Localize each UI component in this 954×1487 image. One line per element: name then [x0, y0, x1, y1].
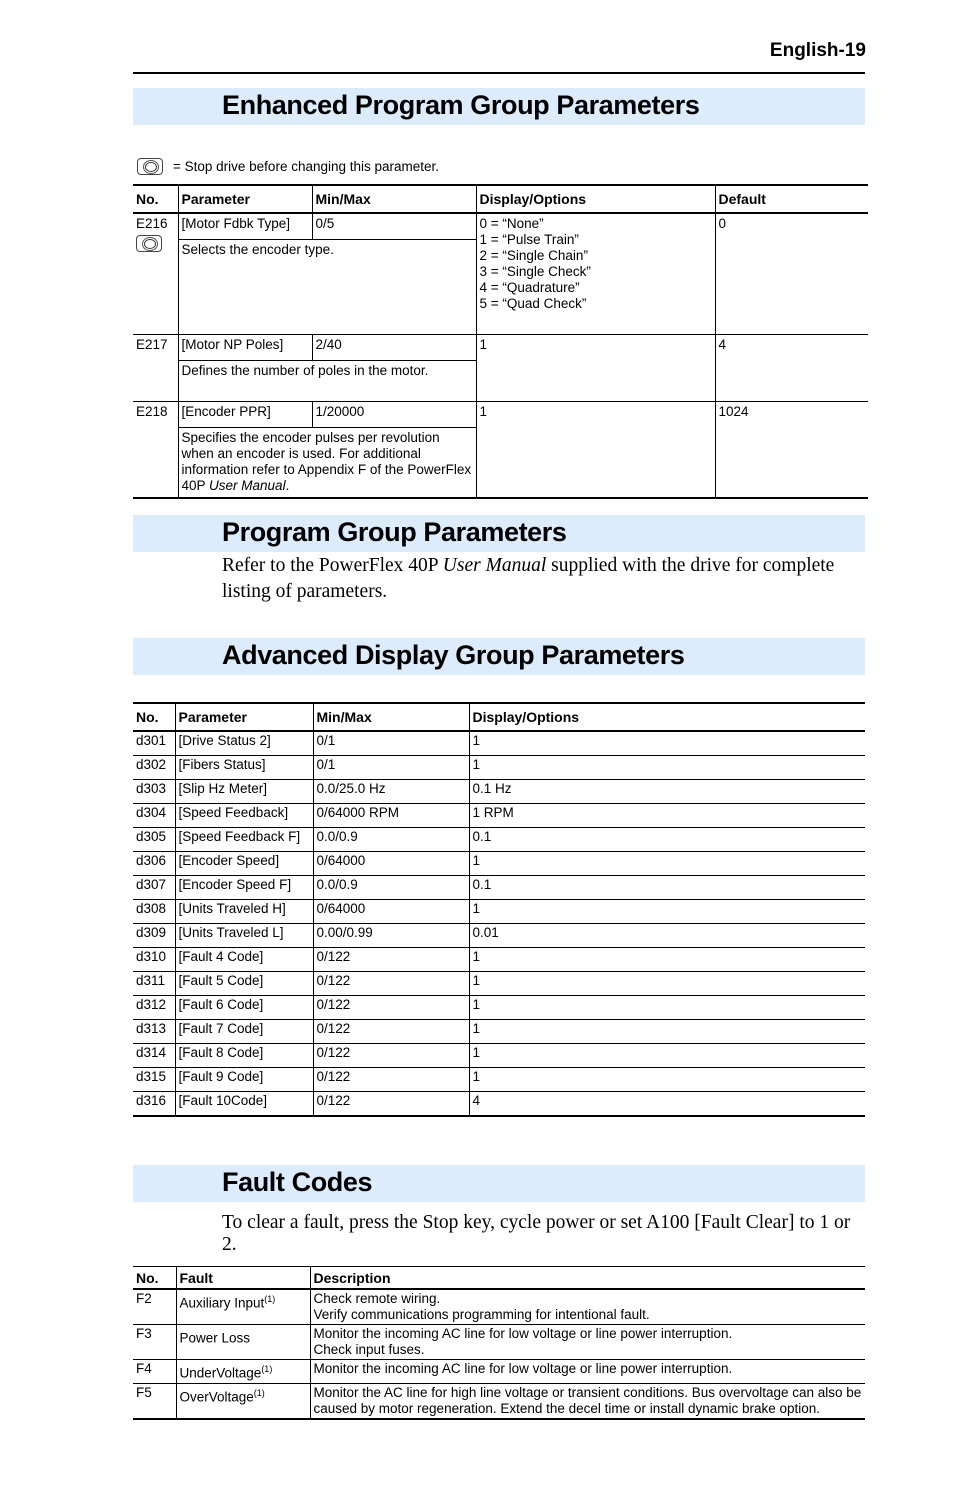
param-name: [Fault 8 Code] [175, 1044, 313, 1068]
option-item: 0 = “None” [479, 216, 544, 231]
table-row [133, 948, 865, 972]
param-minmax: 0/122 [313, 1020, 469, 1044]
param-no: d312 [133, 996, 175, 1020]
table-header-row [133, 1267, 865, 1290]
param-minmax: 0/122 [313, 1068, 469, 1092]
fault-codes-table [133, 1266, 865, 1420]
param-no: d306 [133, 852, 175, 876]
param-no: d307 [133, 876, 175, 900]
param-no: d310 [133, 948, 175, 972]
param-minmax: 0/122 [313, 1092, 469, 1117]
description-line: Monitor the incoming AC line for low voltage or line power interruption. [313, 1361, 733, 1376]
param-name: [Speed Feedback F] [175, 828, 313, 852]
param-minmax: 1/20000 [312, 402, 476, 428]
param-default: 0 [715, 213, 868, 335]
param-options: 1 [469, 731, 865, 756]
param-options: 1 [469, 756, 865, 780]
advanced-params-table [133, 702, 865, 1117]
param-minmax: 0/64000 [313, 852, 469, 876]
param-name: [Fault 9 Code] [175, 1068, 313, 1092]
param-no: d314 [133, 1044, 175, 1068]
table-row [133, 804, 865, 828]
fault-no: F2 [133, 1289, 176, 1325]
param-minmax: 0/1 [313, 731, 469, 756]
col-header-description: Description [310, 1267, 865, 1290]
table-row [133, 1325, 865, 1360]
param-name: [Motor Fdbk Type] [178, 213, 312, 240]
param-name: [Fault 7 Code] [175, 1020, 313, 1044]
param-no: d301 [133, 731, 175, 756]
footnote-marker: (1) [261, 1364, 273, 1374]
param-no: d309 [133, 924, 175, 948]
col-header-minmax: Min/Max [312, 185, 476, 213]
param-minmax: 0.0/0.9 [313, 876, 469, 900]
param-no: d302 [133, 756, 175, 780]
table-row [133, 756, 865, 780]
fault-no: F3 [133, 1325, 176, 1360]
table-row [133, 1383, 865, 1419]
col-header-fault: Fault [176, 1267, 310, 1290]
param-options: 1 [469, 996, 865, 1020]
table-row [133, 1068, 865, 1092]
fault-name-cell [176, 1325, 310, 1360]
table-row [133, 876, 865, 900]
fault-name: OverVoltage [179, 1389, 254, 1404]
param-name: [Fibers Status] [175, 756, 313, 780]
table-row [133, 1289, 865, 1325]
param-options: 1 [476, 335, 715, 402]
section-title-advanced: Advanced Display Group Parameters [222, 640, 685, 670]
param-description: Selects the encoder type. [178, 240, 476, 335]
table-row [133, 972, 865, 996]
fault-name-cell [176, 1289, 310, 1325]
table-row [133, 731, 865, 756]
fault-no: F4 [133, 1360, 176, 1384]
fault-name: Power Loss [179, 1330, 251, 1346]
table-header-row [133, 185, 868, 213]
param-no: d316 [133, 1092, 175, 1117]
param-options: 1 [469, 1020, 865, 1044]
param-default: 1024 [715, 402, 868, 499]
stop-legend-text: = Stop drive before changing this parameter. [173, 159, 440, 174]
stop-drive-icon [136, 235, 162, 252]
param-name: [Slip Hz Meter] [175, 780, 313, 804]
table-row [133, 996, 865, 1020]
param-no: d304 [133, 804, 175, 828]
stop-legend [137, 158, 439, 175]
param-minmax: 0/122 [313, 996, 469, 1020]
section-title-enhanced: Enhanced Program Group Parameters [222, 90, 700, 120]
param-no: d303 [133, 780, 175, 804]
param-name: [Units Traveled H] [175, 900, 313, 924]
col-header-parameter: Parameter [178, 185, 312, 213]
section-band-faults [133, 1165, 865, 1202]
param-description: Defines the number of poles in the motor. [178, 361, 476, 402]
section-band-enhanced [133, 88, 865, 125]
section-title-faults: Fault Codes [222, 1167, 373, 1197]
param-options: 1 [469, 948, 865, 972]
table-row [133, 402, 868, 428]
fault-intro-paragraph: To clear a fault, press the Stop key, cycle power or set A100 [Fault Clear] to 1 or 2. [222, 1212, 851, 1255]
fault-name-cell [176, 1383, 310, 1419]
param-no: d305 [133, 828, 175, 852]
param-name: [Fault 10Code] [175, 1092, 313, 1117]
param-options: 1 [476, 402, 715, 499]
param-no: d311 [133, 972, 175, 996]
option-item: 5 = “Quad Check” [479, 296, 587, 311]
param-no: d313 [133, 1020, 175, 1044]
param-options: 0.1 [469, 876, 865, 900]
fault-description [310, 1325, 865, 1360]
fault-name: UnderVoltage [179, 1365, 262, 1381]
fault-description [310, 1360, 865, 1384]
section-band-advanced [133, 638, 865, 675]
col-header-options: Display/Options [469, 703, 865, 731]
fault-name-cell [176, 1360, 310, 1384]
option-item: 3 = “Single Check” [479, 264, 591, 279]
stop-drive-icon [137, 158, 163, 175]
table-row [133, 900, 865, 924]
param-minmax: 0/122 [313, 1044, 469, 1068]
fault-description [310, 1383, 865, 1419]
option-item: 2 = “Single Chain” [479, 248, 588, 263]
param-name: [Motor NP Poles] [178, 335, 312, 361]
param-minmax: 2/40 [312, 335, 476, 361]
param-description: Specifies the encoder pulses per revolution when an encoder is used. For additional information refer to Appendix F of the PowerFlex 40P User Manual. [178, 428, 476, 499]
param-no: d308 [133, 900, 175, 924]
param-minmax: 0/122 [313, 972, 469, 996]
fault-name: Auxiliary Input [179, 1295, 265, 1311]
param-default: 4 [715, 335, 868, 402]
table-row [133, 1360, 865, 1384]
table-row [133, 213, 868, 240]
param-minmax: 0/1 [313, 756, 469, 780]
param-minmax: 0.0/25.0 Hz [313, 780, 469, 804]
description-line: Monitor the incoming AC line for low voltage or line power interruption. [313, 1326, 733, 1341]
param-name: [Encoder Speed F] [175, 876, 313, 900]
fault-no: F5 [133, 1383, 176, 1419]
description-line: Check remote wiring. [313, 1291, 441, 1306]
param-name: [Encoder PPR] [178, 402, 312, 428]
param-no-cell [133, 213, 178, 335]
param-options: 1 [469, 1044, 865, 1068]
param-options: 1 [469, 900, 865, 924]
section-title-program: Program Group Parameters [222, 517, 567, 547]
param-name: [Encoder Speed] [175, 852, 313, 876]
param-no: E217 [133, 335, 178, 402]
col-header-no: No. [133, 1267, 176, 1290]
table-row [133, 780, 865, 804]
param-options: 1 [469, 1068, 865, 1092]
table-row [133, 1020, 865, 1044]
col-header-minmax: Min/Max [313, 703, 469, 731]
col-header-no: No. [133, 703, 175, 731]
param-name: [Fault 5 Code] [175, 972, 313, 996]
col-header-parameter: Parameter [175, 703, 313, 731]
col-header-options: Display/Options [476, 185, 715, 213]
col-header-default: Default [715, 185, 868, 213]
param-no: d315 [133, 1068, 175, 1092]
header-rule [133, 72, 865, 74]
param-options: 4 [469, 1092, 865, 1117]
fault-description [310, 1289, 865, 1325]
param-name: [Units Traveled L] [175, 924, 313, 948]
page-number-header: English-19 [769, 40, 866, 61]
param-minmax: 0.0/0.9 [313, 828, 469, 852]
footnote-marker: (1) [253, 1387, 265, 1398]
description-line: Verify communications programming for intentional fault. [313, 1307, 650, 1322]
table-row [133, 828, 865, 852]
param-minmax: 0/5 [312, 213, 476, 240]
table-row [133, 335, 868, 361]
option-item: 4 = “Quadrature” [479, 280, 580, 295]
param-no: E218 [133, 402, 178, 499]
footnote-marker: (1) [264, 1294, 276, 1304]
enhanced-params-table [133, 184, 868, 499]
param-name: [Speed Feedback] [175, 804, 313, 828]
table-row [133, 852, 865, 876]
table-row [133, 924, 865, 948]
param-minmax: 0/64000 RPM [313, 804, 469, 828]
param-name: [Drive Status 2] [175, 731, 313, 756]
table-row [133, 1092, 865, 1117]
description-line: Monitor the AC line for high line voltage or transient conditions. Bus overvoltage can also be caused by motor regeneration. Extend the decel time or install dynamic brake option. [313, 1384, 862, 1416]
program-paragraph: Refer to the PowerFlex 40P User Manual supplied with the drive for complete listing of parameters. [222, 555, 835, 602]
param-options [476, 213, 715, 335]
param-minmax: 0/64000 [313, 900, 469, 924]
description-line: Check input fuses. [313, 1342, 425, 1357]
param-options: 1 [469, 852, 865, 876]
param-minmax: 0/122 [313, 948, 469, 972]
option-item: 1 = “Pulse Train” [479, 232, 579, 247]
param-options: 0.1 Hz [469, 780, 865, 804]
param-options: 0.01 [469, 924, 865, 948]
param-minmax: 0.00/0.99 [313, 924, 469, 948]
section-band-program [133, 515, 865, 552]
param-options: 1 [469, 972, 865, 996]
param-name: [Fault 6 Code] [175, 996, 313, 1020]
param-name: [Fault 4 Code] [175, 948, 313, 972]
table-header-row [133, 703, 865, 731]
col-header-no: No. [133, 185, 178, 213]
param-no: E216 [136, 216, 168, 231]
table-row [133, 1044, 865, 1068]
param-options: 0.1 [469, 828, 865, 852]
param-options: 1 RPM [469, 804, 865, 828]
